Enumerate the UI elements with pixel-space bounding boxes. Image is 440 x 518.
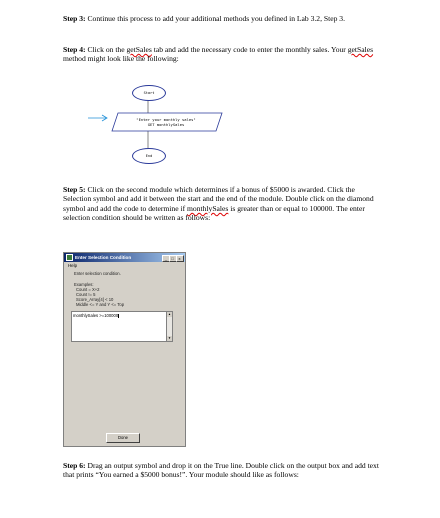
- close-button[interactable]: x: [176, 255, 184, 263]
- text-cursor: [118, 314, 119, 318]
- condition-input-value: monthlySales >=100000: [73, 313, 119, 318]
- end-terminal: End: [132, 148, 166, 164]
- step5-paragraph: [63, 185, 381, 223]
- step3-text: Continue this process to add your additional methods you defined in Lab 3.2, Step 3.: [85, 14, 345, 23]
- example-3: Score_Array[4] < 10: [76, 297, 114, 302]
- app-icon: [66, 254, 73, 261]
- io-prompt: "Enter your monthly sales": [136, 117, 196, 122]
- selection-condition-dialog: [63, 252, 186, 447]
- step5-text-after: is greater than or equal to 100000. The enter selection condition should be written as follows:: [63, 203, 365, 223]
- step4-paragraph: [63, 45, 381, 64]
- menubar: [64, 262, 185, 269]
- step5-text-before: Click on the second module which determines if a bonus of $5000 is awarded. Click the Selection symbol and add it between the start and the end of the module. Double click on the diamond symbol and add the code to determine if: [63, 185, 374, 213]
- dialog-title: Enter Selection Condition: [75, 255, 132, 260]
- maximize-button[interactable]: □: [169, 255, 177, 263]
- dialog-prompt: Enter selection condition.: [74, 271, 121, 276]
- step6-text: Drag an output symbol and drop it on the True line. Double click on the output box and add text that prints “You earned a $5000 bonus!”. Your module should like as follows:: [63, 461, 379, 480]
- step6-label: Step 6:: [63, 461, 86, 470]
- step3-label: Step 3:: [63, 14, 86, 23]
- menu-help[interactable]: Help: [68, 263, 78, 268]
- example-2: Count != 5: [76, 292, 96, 297]
- condition-input[interactable]: [71, 311, 173, 342]
- scroll-up-icon[interactable]: ▲: [168, 312, 171, 316]
- example-1: Count = X+2: [76, 287, 100, 292]
- dialog-titlebar: [64, 253, 185, 262]
- step3-paragraph: [63, 14, 381, 23]
- examples-heading: Examples:: [74, 282, 94, 287]
- example-4: Middle <= Y and Y <= Top: [76, 302, 125, 307]
- done-button[interactable]: Done: [106, 433, 140, 443]
- step5-var-name: monthlySales: [187, 203, 229, 213]
- step4-label: Step 4:: [63, 45, 86, 54]
- step4-text-middle: tab and add the necessary code to enter the monthly sales. Your: [151, 45, 348, 54]
- step4-text-after: method might look like the following:: [63, 54, 179, 64]
- step6-paragraph: [63, 461, 381, 480]
- step4-tab-name: getSales: [126, 45, 152, 54]
- io-symbol-text: [114, 113, 218, 131]
- scrollbar-track[interactable]: [166, 317, 172, 337]
- step4-text-before: Click on the: [85, 45, 127, 54]
- flowchart: [80, 78, 280, 168]
- start-terminal: Start: [132, 85, 166, 101]
- minimize-button[interactable]: _: [162, 255, 170, 263]
- io-get: GET monthlySales: [147, 122, 185, 127]
- step4-method-name: getSales: [347, 45, 374, 54]
- step5-label: Step 5:: [63, 185, 86, 194]
- scroll-down-icon[interactable]: ▼: [168, 336, 171, 340]
